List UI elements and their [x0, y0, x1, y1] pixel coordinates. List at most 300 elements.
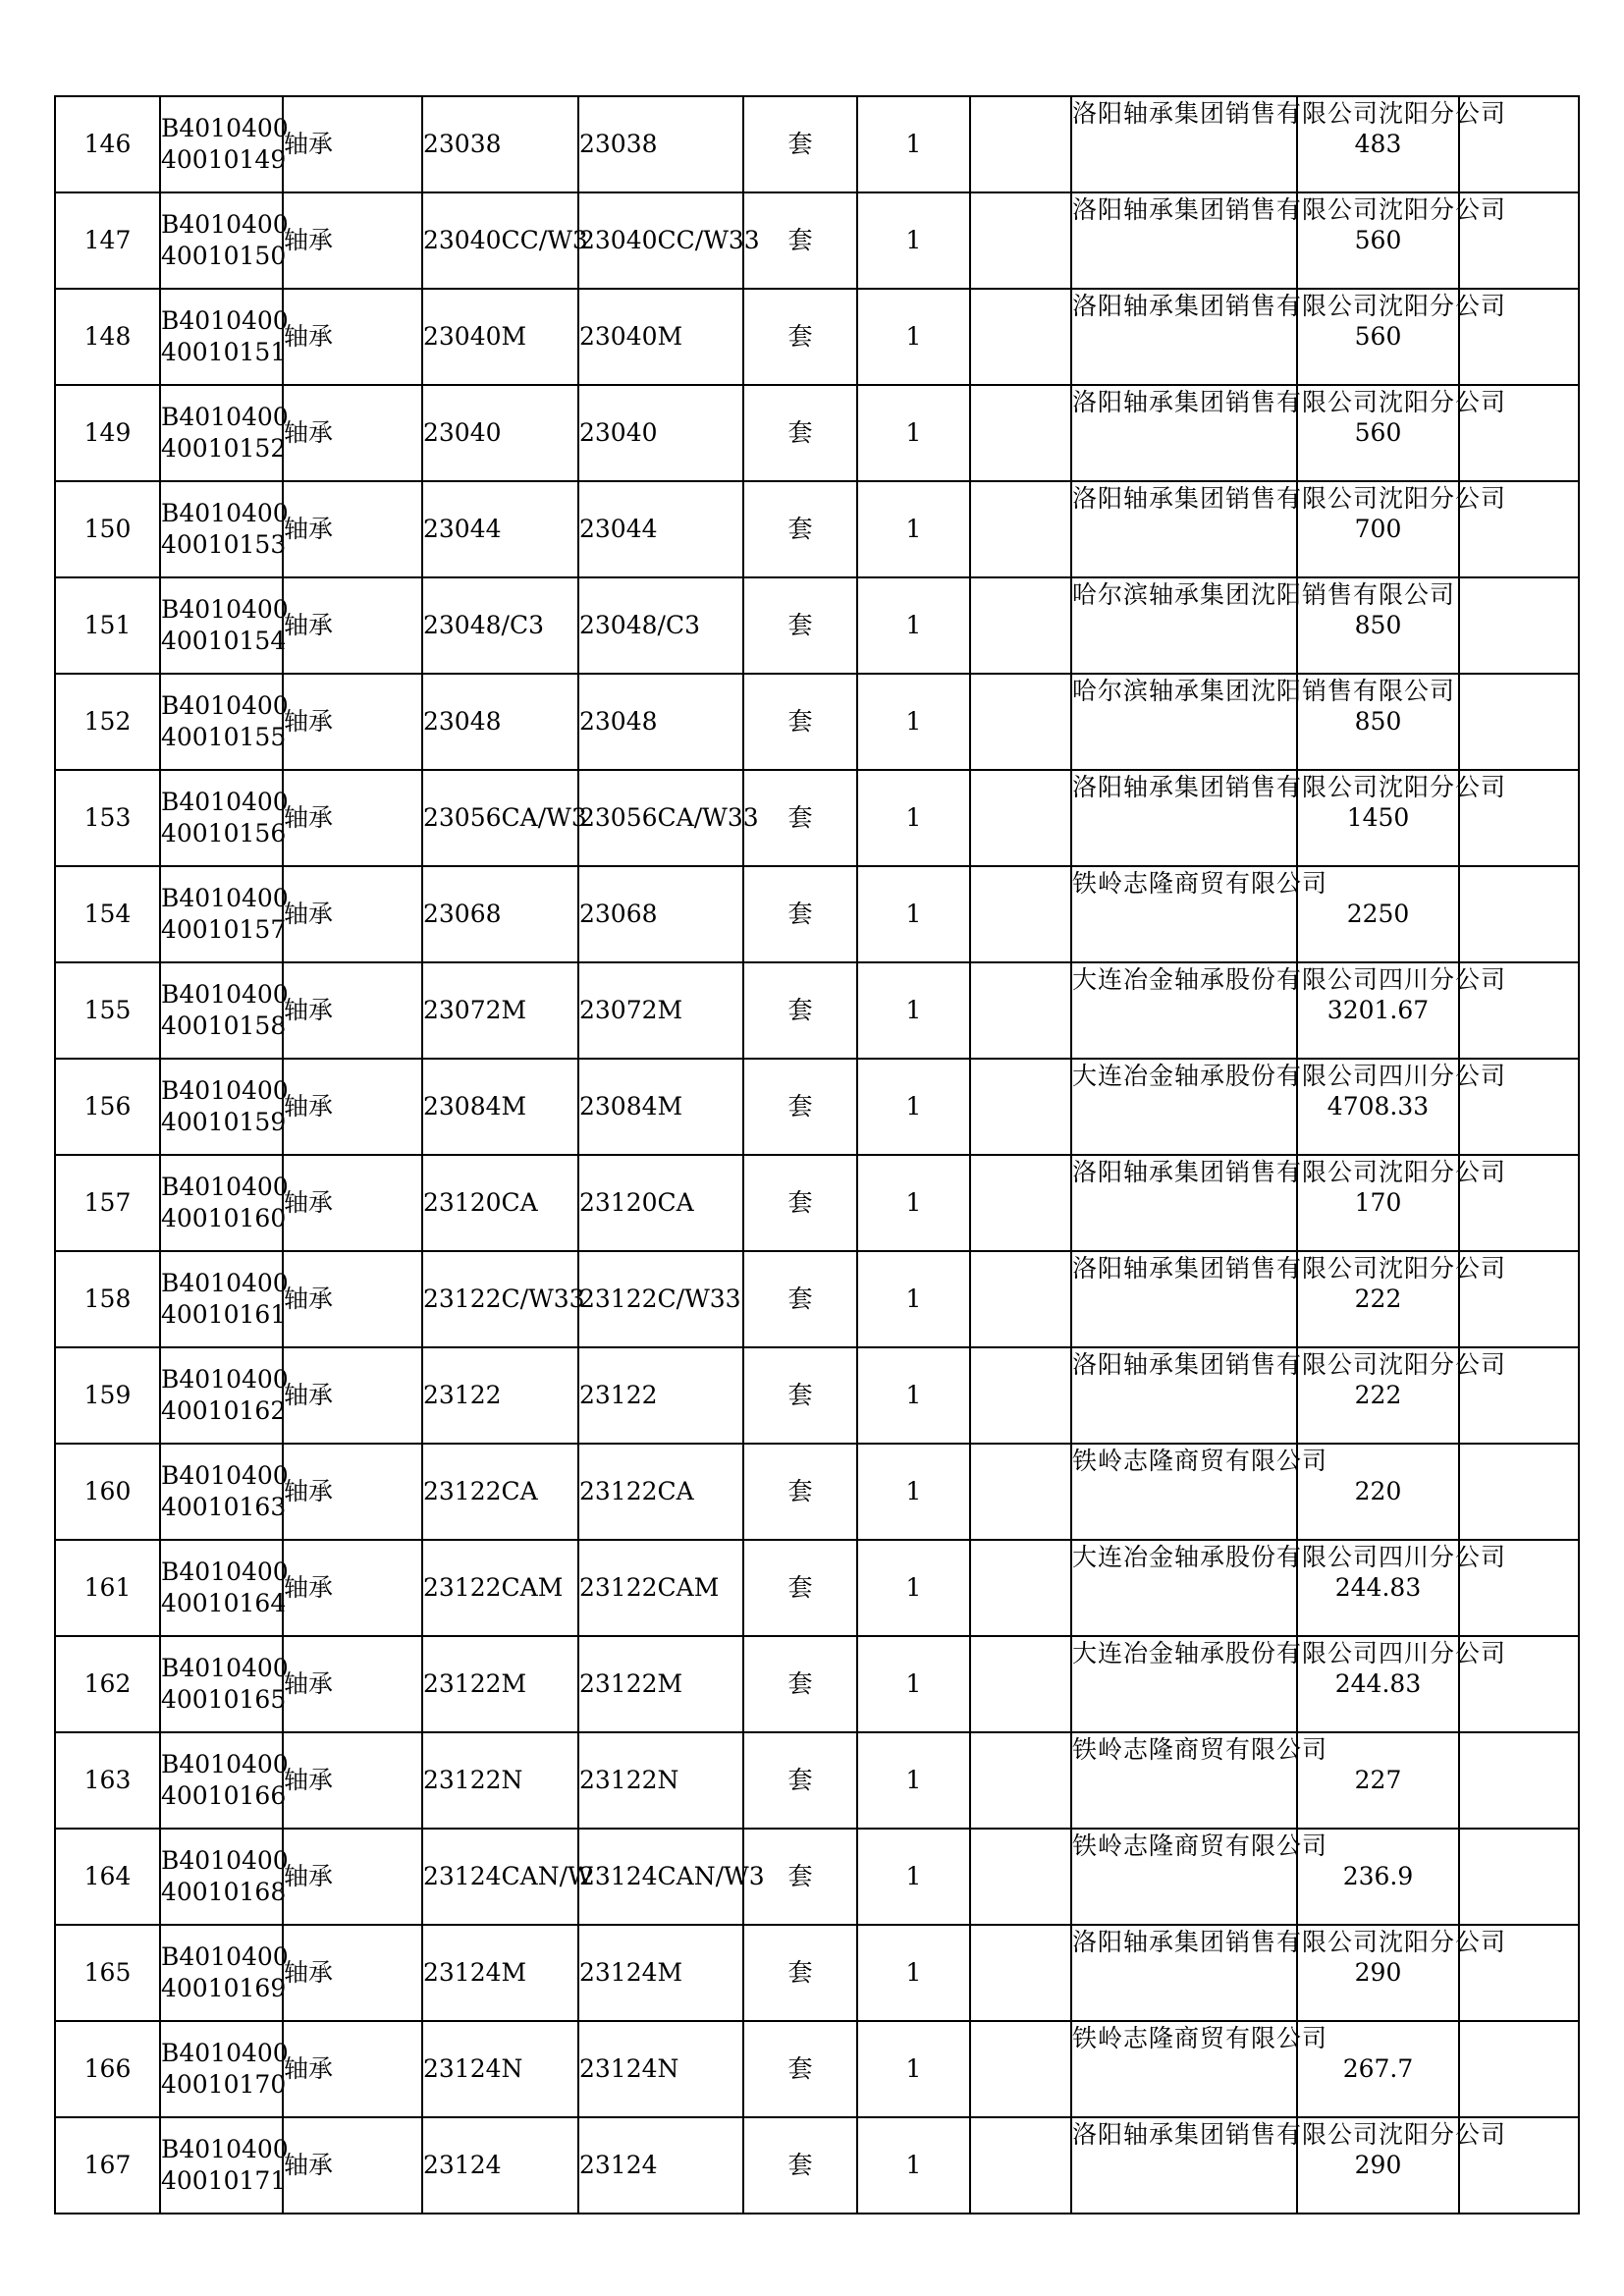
model-cell: 23122N	[422, 1732, 578, 1829]
model-cell: 23124	[422, 2117, 578, 2214]
material-code-cell	[160, 289, 289, 385]
empty-cell	[970, 1636, 1071, 1732]
quantity-cell: 1	[857, 1540, 970, 1636]
material-code-part2: 40010160	[161, 1204, 287, 1232]
material-code-cell	[160, 1636, 289, 1732]
row-number-cell: 150	[55, 481, 160, 577]
supplier-cell	[1071, 1444, 1328, 1540]
quantity-cell: 1	[857, 962, 970, 1059]
unit-cell: 套	[743, 866, 857, 962]
empty-cell	[970, 192, 1071, 289]
spec-cell: 23122C/W33	[578, 1251, 743, 1347]
price-cell: 290	[1297, 1925, 1459, 2021]
spec-cell: 23084M	[578, 1059, 743, 1155]
material-code-part2: 40010154	[161, 627, 287, 655]
price-cell: 4708.33	[1297, 1059, 1459, 1155]
material-code-part1: B4010400	[161, 1654, 289, 1682]
material-code-part1: B4010400	[161, 884, 289, 912]
table-row	[55, 770, 1579, 866]
item-name-cell: 轴承	[283, 1347, 422, 1444]
table-row	[55, 192, 1579, 289]
table-row	[55, 1540, 1579, 1636]
supplier-name: 洛阳轴承集团销售有限公司沈阳分公司	[1072, 1927, 1507, 1956]
item-name-cell: 轴承	[283, 481, 422, 577]
item-name-cell: 轴承	[283, 2021, 422, 2117]
supplier-name: 洛阳轴承集团销售有限公司沈阳分公司	[1072, 1157, 1507, 1186]
spec-cell: 23040	[578, 385, 743, 481]
table-row	[55, 962, 1579, 1059]
supplier-name: 洛阳轴承集团销售有限公司沈阳分公司	[1072, 291, 1507, 320]
material-code-part2: 40010171	[161, 2166, 287, 2195]
quantity-cell: 1	[857, 1155, 970, 1251]
material-code-part1: B4010400	[161, 1269, 289, 1297]
price-cell: 3201.67	[1297, 962, 1459, 1059]
supplier-name: 哈尔滨轴承集团沈阳销售有限公司	[1072, 676, 1456, 705]
unit-cell: 套	[743, 1925, 857, 2021]
item-name-cell: 轴承	[283, 1636, 422, 1732]
unit-cell: 套	[743, 385, 857, 481]
supplier-name: 洛阳轴承集团销售有限公司沈阳分公司	[1072, 98, 1507, 128]
quantity-cell: 1	[857, 289, 970, 385]
table-row	[55, 1925, 1579, 2021]
table-row	[55, 866, 1579, 962]
material-code-part2: 40010158	[161, 1011, 287, 1040]
material-code-part2: 40010169	[161, 1974, 287, 2002]
empty-cell	[970, 385, 1071, 481]
material-code-part1: B4010400	[161, 2135, 289, 2163]
material-code-part2: 40010153	[161, 530, 287, 559]
price-cell: 560	[1297, 385, 1459, 481]
unit-cell: 套	[743, 1155, 857, 1251]
table-row	[55, 1251, 1579, 1347]
material-code-cell	[160, 674, 289, 770]
item-name-cell: 轴承	[283, 1155, 422, 1251]
material-code-cell	[160, 96, 289, 192]
unit-cell: 套	[743, 2021, 857, 2117]
spec-cell: 23122N	[578, 1732, 743, 1829]
row-number-cell: 161	[55, 1540, 160, 1636]
unit-cell: 套	[743, 1732, 857, 1829]
table-row	[55, 1347, 1579, 1444]
empty-cell	[970, 1155, 1071, 1251]
remark-cell	[1459, 1444, 1579, 1540]
material-code-cell	[160, 385, 289, 481]
item-name-cell: 轴承	[283, 2117, 422, 2214]
item-name-cell: 轴承	[283, 866, 422, 962]
material-code-part1: B4010400	[161, 788, 289, 816]
material-code-cell	[160, 1251, 289, 1347]
spec-cell: 23124CAN/W3	[578, 1829, 743, 1925]
item-name-cell: 轴承	[283, 577, 422, 674]
model-cell: 23122C/W33	[422, 1251, 578, 1347]
supplier-name: 洛阳轴承集团销售有限公司沈阳分公司	[1072, 483, 1507, 513]
price-cell: 222	[1297, 1251, 1459, 1347]
quantity-cell: 1	[857, 2021, 970, 2117]
row-number-cell: 149	[55, 385, 160, 481]
spec-cell: 23122CA	[578, 1444, 743, 1540]
quantity-cell: 1	[857, 866, 970, 962]
unit-cell: 套	[743, 577, 857, 674]
price-cell: 1450	[1297, 770, 1459, 866]
item-name-cell: 轴承	[283, 1829, 422, 1925]
supplier-name: 大连冶金轴承股份有限公司四川分公司	[1072, 1061, 1507, 1090]
supplier-name: 铁岭志隆商贸有限公司	[1072, 868, 1328, 898]
material-code-part2: 40010164	[161, 1589, 287, 1617]
material-code-part1: B4010400	[161, 980, 289, 1009]
model-cell: 23122M	[422, 1636, 578, 1732]
unit-cell: 套	[743, 1251, 857, 1347]
material-code-part2: 40010152	[161, 434, 287, 463]
empty-cell	[970, 1732, 1071, 1829]
empty-cell	[970, 289, 1071, 385]
spec-cell: 23040M	[578, 289, 743, 385]
empty-cell	[970, 1444, 1071, 1540]
material-code-part2: 40010155	[161, 723, 287, 751]
price-cell: 222	[1297, 1347, 1459, 1444]
item-name-cell: 轴承	[283, 1059, 422, 1155]
material-code-part1: B4010400	[161, 1558, 289, 1586]
supplier-name: 大连冶金轴承股份有限公司四川分公司	[1072, 1542, 1507, 1571]
model-cell: 23124N	[422, 2021, 578, 2117]
material-code-part2: 40010149	[161, 145, 287, 174]
model-cell: 23048/C3	[422, 577, 578, 674]
material-code-cell	[160, 481, 289, 577]
row-number-cell: 146	[55, 96, 160, 192]
quantity-cell: 1	[857, 674, 970, 770]
empty-cell	[970, 1829, 1071, 1925]
price-cell: 2250	[1297, 866, 1459, 962]
row-number-cell: 152	[55, 674, 160, 770]
row-number-cell: 157	[55, 1155, 160, 1251]
supplier-name: 洛阳轴承集团销售有限公司沈阳分公司	[1072, 194, 1507, 224]
material-code-part1: B4010400	[161, 499, 289, 527]
table-body	[55, 96, 1579, 2214]
row-number-cell: 166	[55, 2021, 160, 2117]
model-cell: 23122	[422, 1347, 578, 1444]
supplier-cell	[1071, 1732, 1328, 1829]
material-code-part2: 40010161	[161, 1300, 287, 1329]
material-code-part1: B4010400	[161, 1173, 289, 1201]
row-number-cell: 162	[55, 1636, 160, 1732]
material-code-part1: B4010400	[161, 403, 289, 431]
item-name-cell: 轴承	[283, 289, 422, 385]
material-code-part2: 40010168	[161, 1878, 287, 1906]
supplier-name: 铁岭志隆商贸有限公司	[1072, 2023, 1328, 2052]
material-code-part2: 40010159	[161, 1108, 287, 1136]
table-row	[55, 2021, 1579, 2117]
quantity-cell: 1	[857, 96, 970, 192]
empty-cell	[970, 1540, 1071, 1636]
spec-cell: 23124N	[578, 2021, 743, 2117]
spec-cell: 23038	[578, 96, 743, 192]
spec-cell: 23044	[578, 481, 743, 577]
unit-cell: 套	[743, 962, 857, 1059]
row-number-cell: 154	[55, 866, 160, 962]
material-code-part2: 40010151	[161, 338, 287, 366]
row-number-cell: 165	[55, 1925, 160, 2021]
price-cell: 236.9	[1297, 1829, 1459, 1925]
unit-cell: 套	[743, 192, 857, 289]
row-number-cell: 147	[55, 192, 160, 289]
material-code-cell	[160, 1732, 289, 1829]
remark-cell	[1459, 1732, 1579, 1829]
supplier-name: 铁岭志隆商贸有限公司	[1072, 1831, 1328, 1860]
empty-cell	[970, 2021, 1071, 2117]
supplier-name: 洛阳轴承集团销售有限公司沈阳分公司	[1072, 1253, 1507, 1283]
material-code-part1: B4010400	[161, 306, 289, 335]
row-number-cell: 155	[55, 962, 160, 1059]
supplier-name: 洛阳轴承集团销售有限公司沈阳分公司	[1072, 772, 1507, 801]
price-cell: 483	[1297, 96, 1459, 192]
remark-cell	[1459, 2021, 1579, 2117]
spec-cell: 23048/C3	[578, 577, 743, 674]
supplier-name: 洛阳轴承集团销售有限公司沈阳分公司	[1072, 387, 1507, 416]
quantity-cell: 1	[857, 192, 970, 289]
empty-cell	[970, 577, 1071, 674]
quantity-cell: 1	[857, 1925, 970, 2021]
spec-cell: 23122CAM	[578, 1540, 743, 1636]
price-cell: 220	[1297, 1444, 1459, 1540]
remark-cell	[1459, 577, 1579, 674]
quantity-cell: 1	[857, 1347, 970, 1444]
unit-cell: 套	[743, 1829, 857, 1925]
model-cell: 23040	[422, 385, 578, 481]
price-cell: 244.83	[1297, 1540, 1459, 1636]
spec-cell: 23056CA/W33	[578, 770, 743, 866]
row-number-cell: 151	[55, 577, 160, 674]
quantity-cell: 1	[857, 1732, 970, 1829]
item-name-cell: 轴承	[283, 385, 422, 481]
table-row	[55, 1636, 1579, 1732]
material-code-part2: 40010150	[161, 242, 287, 270]
model-cell: 23044	[422, 481, 578, 577]
table-row	[55, 289, 1579, 385]
supplier-name: 铁岭志隆商贸有限公司	[1072, 1734, 1328, 1764]
model-cell: 23122CA	[422, 1444, 578, 1540]
empty-cell	[970, 96, 1071, 192]
price-cell: 850	[1297, 577, 1459, 674]
unit-cell: 套	[743, 96, 857, 192]
material-code-cell	[160, 1347, 289, 1444]
model-cell: 23124M	[422, 1925, 578, 2021]
row-number-cell: 167	[55, 2117, 160, 2214]
material-code-cell	[160, 1444, 289, 1540]
quantity-cell: 1	[857, 1251, 970, 1347]
supplier-name: 洛阳轴承集团销售有限公司沈阳分公司	[1072, 2119, 1507, 2149]
material-code-part2: 40010156	[161, 819, 287, 847]
quantity-cell: 1	[857, 385, 970, 481]
unit-cell: 套	[743, 1444, 857, 1540]
material-code-cell	[160, 192, 289, 289]
model-cell: 23122CAM	[422, 1540, 578, 1636]
quantity-cell: 1	[857, 481, 970, 577]
unit-cell: 套	[743, 1540, 857, 1636]
material-code-part1: B4010400	[161, 210, 289, 239]
material-code-part1: B4010400	[161, 114, 289, 142]
remark-cell	[1459, 866, 1579, 962]
row-number-cell: 156	[55, 1059, 160, 1155]
supplier-cell	[1071, 866, 1328, 962]
supplier-cell	[1071, 2021, 1328, 2117]
quantity-cell: 1	[857, 2117, 970, 2214]
model-cell: 23038	[422, 96, 578, 192]
price-cell: 700	[1297, 481, 1459, 577]
material-code-part1: B4010400	[161, 1365, 289, 1394]
unit-cell: 套	[743, 289, 857, 385]
item-name-cell: 轴承	[283, 770, 422, 866]
table-row	[55, 1829, 1579, 1925]
price-cell: 850	[1297, 674, 1459, 770]
empty-cell	[970, 674, 1071, 770]
unit-cell: 套	[743, 2117, 857, 2214]
supplier-name: 洛阳轴承集团销售有限公司沈阳分公司	[1072, 1349, 1507, 1379]
model-cell: 23056CA/W3	[422, 770, 578, 866]
price-cell: 244.83	[1297, 1636, 1459, 1732]
row-number-cell: 159	[55, 1347, 160, 1444]
material-code-part1: B4010400	[161, 1461, 289, 1490]
quantity-cell: 1	[857, 1636, 970, 1732]
row-number-cell: 158	[55, 1251, 160, 1347]
model-cell: 23068	[422, 866, 578, 962]
table-row	[55, 577, 1579, 674]
spec-cell: 23122M	[578, 1636, 743, 1732]
model-cell: 23040M	[422, 289, 578, 385]
model-cell: 23084M	[422, 1059, 578, 1155]
price-cell: 170	[1297, 1155, 1459, 1251]
price-cell: 560	[1297, 289, 1459, 385]
table-row	[55, 2117, 1579, 2214]
row-number-cell: 164	[55, 1829, 160, 1925]
material-code-cell	[160, 1059, 289, 1155]
model-cell: 23048	[422, 674, 578, 770]
supplier-name: 铁岭志隆商贸有限公司	[1072, 1446, 1328, 1475]
row-number-cell: 160	[55, 1444, 160, 1540]
material-code-cell	[160, 962, 289, 1059]
table-row	[55, 1732, 1579, 1829]
material-code-cell	[160, 1925, 289, 2021]
spec-cell: 23124M	[578, 1925, 743, 2021]
spec-cell: 23040CC/W33	[578, 192, 743, 289]
item-name-cell: 轴承	[283, 96, 422, 192]
table-row	[55, 481, 1579, 577]
empty-cell	[970, 1925, 1071, 2021]
material-code-cell	[160, 1155, 289, 1251]
unit-cell: 套	[743, 1059, 857, 1155]
remark-cell	[1459, 1829, 1579, 1925]
empty-cell	[970, 866, 1071, 962]
item-name-cell: 轴承	[283, 1444, 422, 1540]
supplier-name: 大连冶金轴承股份有限公司四川分公司	[1072, 1638, 1507, 1667]
material-code-cell	[160, 2021, 289, 2117]
item-name-cell: 轴承	[283, 192, 422, 289]
supplier-name: 哈尔滨轴承集团沈阳销售有限公司	[1072, 579, 1456, 609]
item-name-cell: 轴承	[283, 962, 422, 1059]
empty-cell	[970, 481, 1071, 577]
remark-cell	[1459, 674, 1579, 770]
material-code-part1: B4010400	[161, 691, 289, 720]
spec-cell: 23122	[578, 1347, 743, 1444]
supplier-name: 大连冶金轴承股份有限公司四川分公司	[1072, 964, 1507, 994]
material-code-cell	[160, 577, 289, 674]
price-cell: 267.7	[1297, 2021, 1459, 2117]
material-code-cell	[160, 1829, 289, 1925]
model-cell: 23072M	[422, 962, 578, 1059]
material-code-cell	[160, 1540, 289, 1636]
table-row	[55, 1444, 1579, 1540]
material-code-part1: B4010400	[161, 595, 289, 624]
material-code-part1: B4010400	[161, 1942, 289, 1971]
material-code-cell	[160, 866, 289, 962]
item-name-cell: 轴承	[283, 1732, 422, 1829]
spec-cell: 23124	[578, 2117, 743, 2214]
spec-cell: 23048	[578, 674, 743, 770]
unit-cell: 套	[743, 1347, 857, 1444]
unit-cell: 套	[743, 481, 857, 577]
item-name-cell: 轴承	[283, 1540, 422, 1636]
spec-cell: 23072M	[578, 962, 743, 1059]
material-code-part1: B4010400	[161, 1750, 289, 1778]
table-row	[55, 674, 1579, 770]
material-code-part2: 40010166	[161, 1781, 287, 1810]
table-row	[55, 1059, 1579, 1155]
model-cell: 23124CAN/W	[422, 1829, 578, 1925]
quantity-cell: 1	[857, 577, 970, 674]
material-code-part2: 40010163	[161, 1493, 287, 1521]
material-code-cell	[160, 2117, 289, 2214]
material-code-part1: B4010400	[161, 1076, 289, 1105]
model-cell: 23120CA	[422, 1155, 578, 1251]
material-code-part1: B4010400	[161, 2039, 289, 2067]
empty-cell	[970, 1059, 1071, 1155]
quantity-cell: 1	[857, 1829, 970, 1925]
empty-cell	[970, 1347, 1071, 1444]
table-row	[55, 96, 1579, 192]
unit-cell: 套	[743, 770, 857, 866]
spec-cell: 23068	[578, 866, 743, 962]
material-code-part1: B4010400	[161, 1846, 289, 1875]
material-code-part2: 40010170	[161, 2070, 287, 2099]
item-name-cell: 轴承	[283, 1925, 422, 2021]
item-name-cell: 轴承	[283, 674, 422, 770]
empty-cell	[970, 2117, 1071, 2214]
row-number-cell: 153	[55, 770, 160, 866]
quantity-cell: 1	[857, 770, 970, 866]
row-number-cell: 163	[55, 1732, 160, 1829]
material-code-part2: 40010157	[161, 915, 287, 944]
unit-cell: 套	[743, 674, 857, 770]
bearing-price-table	[54, 95, 1580, 2214]
unit-cell: 套	[743, 1636, 857, 1732]
price-cell: 290	[1297, 2117, 1459, 2214]
empty-cell	[970, 1251, 1071, 1347]
material-code-cell	[160, 770, 289, 866]
table-row	[55, 1155, 1579, 1251]
price-cell: 560	[1297, 192, 1459, 289]
material-code-part2: 40010162	[161, 1396, 287, 1425]
table-row	[55, 385, 1579, 481]
supplier-cell	[1071, 1829, 1328, 1925]
spec-cell: 23120CA	[578, 1155, 743, 1251]
model-cell: 23040CC/W3	[422, 192, 578, 289]
item-name-cell: 轴承	[283, 1251, 422, 1347]
quantity-cell: 1	[857, 1059, 970, 1155]
empty-cell	[970, 962, 1071, 1059]
material-code-part2: 40010165	[161, 1685, 287, 1714]
row-number-cell: 148	[55, 289, 160, 385]
quantity-cell: 1	[857, 1444, 970, 1540]
price-cell: 227	[1297, 1732, 1459, 1829]
empty-cell	[970, 770, 1071, 866]
